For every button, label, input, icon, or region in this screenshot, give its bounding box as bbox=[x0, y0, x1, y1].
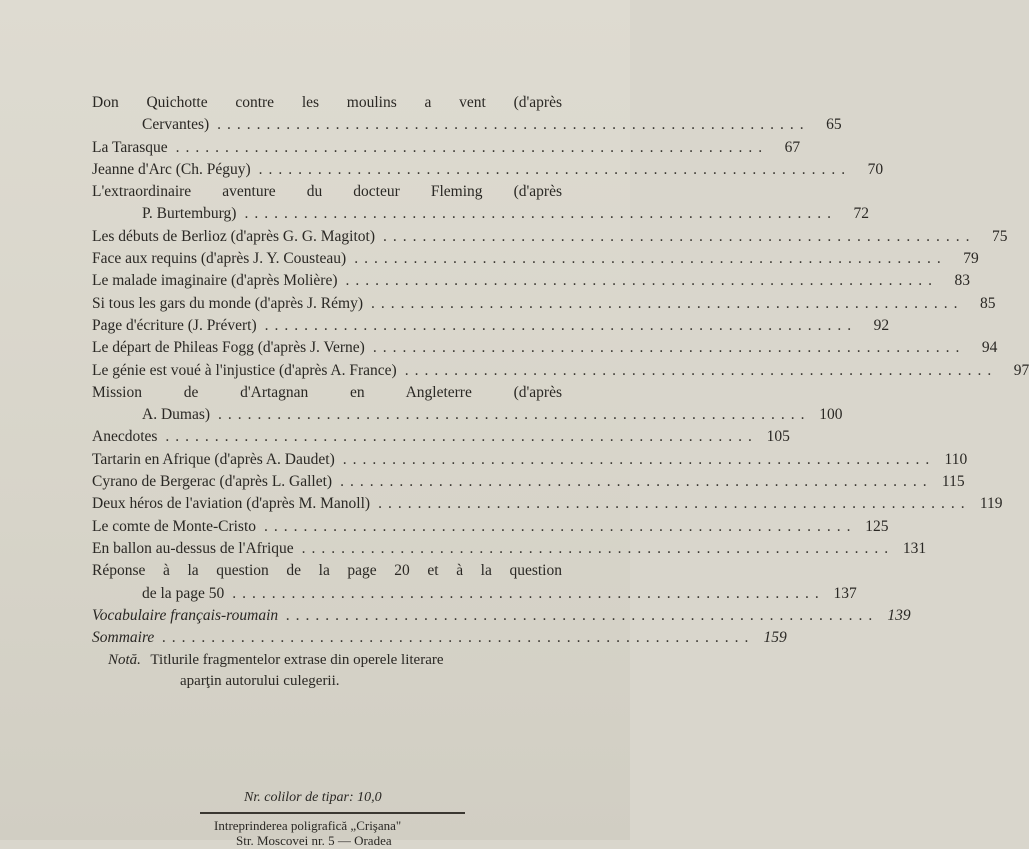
toc-entry-title: Le malade imaginaire (d'après Molière) bbox=[92, 272, 338, 290]
toc-entry-title: Vocabulaire français-roumain bbox=[92, 606, 279, 624]
toc-entry-title: P. Burtemburg) bbox=[142, 205, 237, 223]
toc-entry-title: Page d'écriture (J. Prévert) bbox=[92, 316, 257, 334]
toc-entry bbox=[92, 137, 801, 159]
dot-leader: ............................................................ bbox=[342, 450, 936, 468]
toc-page-number: 79 bbox=[963, 250, 979, 268]
dot-leader: ............................................................ bbox=[286, 606, 879, 624]
toc-entry-line bbox=[92, 426, 790, 448]
dot-leader: ............................................................ bbox=[354, 250, 947, 268]
dot-leader: ............................................................ bbox=[372, 339, 966, 357]
toc-entry bbox=[92, 516, 889, 538]
toc-page-number: 119 bbox=[979, 495, 1003, 513]
toc-entry bbox=[92, 627, 787, 649]
toc-entry bbox=[92, 337, 998, 359]
toc-entry bbox=[92, 426, 790, 448]
toc-page-number: 67 bbox=[784, 138, 801, 156]
toc-entry-line bbox=[92, 137, 801, 159]
toc-entry-title: Deux héros de l'aviation (d'après M. Manoll) bbox=[92, 495, 371, 513]
toc-entry-title: Le départ de Phileas Fogg (d'après J. Verne) bbox=[92, 339, 365, 357]
toc-entry-title: Face aux requins (d'après J. Y. Cousteau) bbox=[92, 250, 347, 268]
toc-entry-title: Les débuts de Berlioz (d'après G. G. Magitot) bbox=[92, 227, 376, 245]
toc-entry-line bbox=[92, 471, 965, 493]
printer-name: Intreprinderea poligrafică „Crişana" bbox=[214, 818, 402, 833]
dot-leader: ............................................................ bbox=[218, 406, 811, 424]
toc-entry-line bbox=[92, 516, 889, 538]
toc-entry-title: Le génie est voué à l'injustice (d'après A. France) bbox=[92, 361, 397, 379]
toc-page-number: 85 bbox=[980, 294, 996, 312]
toc-page-number: 75 bbox=[992, 227, 1008, 245]
toc-page-number: 83 bbox=[954, 272, 971, 290]
dot-leader: ............................................................ bbox=[345, 272, 939, 290]
toc-entry-title: Jeanne d'Arc (Ch. Péguy) bbox=[92, 160, 251, 178]
dot-leader: ............................................................ bbox=[404, 361, 998, 379]
dot-leader: ............................................................ bbox=[258, 160, 852, 178]
toc-page-number: 110 bbox=[944, 450, 968, 468]
toc-entry bbox=[92, 92, 842, 137]
dot-leader: ............................................................ bbox=[301, 539, 895, 557]
toc-page-number: 70 bbox=[867, 160, 884, 178]
note-text-line-2: aparţin autorului culegerii. bbox=[180, 673, 340, 689]
toc-entry-title: Anecdotes bbox=[92, 428, 158, 446]
toc-page-number: 100 bbox=[819, 406, 843, 424]
toc-entry bbox=[92, 293, 996, 315]
toc-entry-line bbox=[92, 449, 968, 471]
toc-page-number: 92 bbox=[873, 316, 890, 334]
toc-page-number: 125 bbox=[865, 517, 889, 535]
toc-entry bbox=[92, 159, 884, 181]
dot-leader: ............................................................ bbox=[232, 584, 825, 602]
toc-entry-line bbox=[92, 270, 971, 292]
toc-page-number: 131 bbox=[902, 539, 927, 557]
toc-entry bbox=[92, 560, 857, 605]
toc-page-number: 65 bbox=[826, 116, 842, 134]
toc-page-number: 159 bbox=[763, 629, 787, 647]
toc-entry-line bbox=[92, 627, 787, 649]
footer-divider bbox=[200, 812, 465, 814]
toc-entry bbox=[92, 493, 1003, 515]
toc-entry bbox=[92, 605, 911, 627]
toc-entry-line bbox=[92, 248, 979, 270]
toc-entry bbox=[92, 360, 1029, 382]
dot-leader: ............................................................ bbox=[383, 227, 976, 245]
toc-entry-line bbox=[92, 605, 911, 627]
toc-page-number: 72 bbox=[853, 205, 869, 223]
toc-entry-title: Mission de d'Artagnan en Angleterre (d'après bbox=[92, 383, 562, 401]
toc-page-number: 115 bbox=[941, 473, 965, 491]
toc-page-number: 139 bbox=[887, 606, 911, 624]
toc-entry-title: Tartarin en Afrique (d'après A. Daudet) bbox=[92, 450, 335, 468]
toc-entry-title: A. Dumas) bbox=[142, 406, 211, 424]
toc-page-number: 137 bbox=[833, 584, 857, 602]
toc-entry-title: Le comte de Monte-Cristo bbox=[92, 517, 256, 535]
dot-leader: ............................................................ bbox=[371, 294, 964, 312]
toc-entry bbox=[92, 226, 1008, 248]
toc-entry-title: Si tous les gars du monde (d'après J. Rémy) bbox=[92, 294, 363, 312]
note-text-line-1: Titlurile fragmentelor extrase din operele literare bbox=[150, 652, 444, 668]
toc-entry-line bbox=[92, 404, 843, 426]
toc-entry-line bbox=[92, 226, 1008, 248]
toc-entry-title: Sommaire bbox=[92, 629, 155, 647]
toc-entry-line bbox=[92, 293, 996, 315]
toc-entry-line bbox=[92, 337, 998, 359]
dot-leader: ............................................................ bbox=[340, 473, 933, 491]
dot-leader: ............................................................ bbox=[162, 629, 755, 647]
toc-entry-title: La Tarasque bbox=[92, 138, 168, 156]
toc-page-number: 97 bbox=[1013, 361, 1029, 379]
toc-entry-line bbox=[92, 159, 884, 181]
toc-entry-line bbox=[92, 203, 869, 225]
toc-entry-line bbox=[92, 315, 890, 337]
toc-entry-line bbox=[92, 538, 927, 560]
toc-entry bbox=[92, 471, 965, 493]
toc-entry bbox=[92, 382, 843, 427]
dot-leader: ............................................................ bbox=[217, 116, 810, 134]
toc-entry-line bbox=[92, 360, 1029, 382]
dot-leader: ............................................................ bbox=[165, 428, 758, 446]
dot-leader: ............................................................ bbox=[264, 316, 858, 334]
toc-entry-title: En ballon au-dessus de l'Afrique bbox=[92, 539, 294, 557]
printing-sheets-count: Nr. colilor de tipar: 10,0 bbox=[244, 790, 382, 805]
toc-entry-line bbox=[92, 493, 1003, 515]
toc-entry-title: Cyrano de Bergerac (d'après L. Gallet) bbox=[92, 473, 333, 491]
note-label: Notă. bbox=[108, 652, 141, 668]
table-of-contents bbox=[92, 92, 1029, 649]
dot-leader: ............................................................ bbox=[175, 138, 769, 156]
dot-leader: ............................................................ bbox=[264, 517, 857, 535]
toc-entry-line bbox=[92, 114, 842, 136]
toc-entry-title: de la page 50 bbox=[142, 584, 225, 602]
toc-entry-title: Don Quichotte contre les moulins a vent (d'après bbox=[92, 94, 562, 111]
toc-entry-line bbox=[92, 583, 857, 605]
toc-page-number: 105 bbox=[766, 428, 790, 446]
toc-entry-title: L'extraordinaire aventure du docteur Fleming (d'après bbox=[92, 183, 562, 201]
editor-note bbox=[108, 650, 608, 692]
dot-leader: ............................................................ bbox=[244, 205, 837, 223]
toc-entry bbox=[92, 181, 869, 226]
printer-address: Str. Moscovei nr. 5 — Oradea bbox=[236, 833, 392, 848]
toc-entry-title: Cervantes) bbox=[142, 116, 210, 134]
toc-entry bbox=[92, 315, 890, 337]
toc-entry-title: Réponse à la question de la page 20 et à la question bbox=[92, 562, 562, 580]
toc-entry bbox=[92, 449, 968, 471]
toc-entry bbox=[92, 248, 979, 270]
dot-leader: ............................................................ bbox=[378, 495, 971, 513]
toc-entry bbox=[92, 270, 971, 292]
toc-page-number: 94 bbox=[981, 339, 998, 357]
toc-entry bbox=[92, 538, 927, 560]
